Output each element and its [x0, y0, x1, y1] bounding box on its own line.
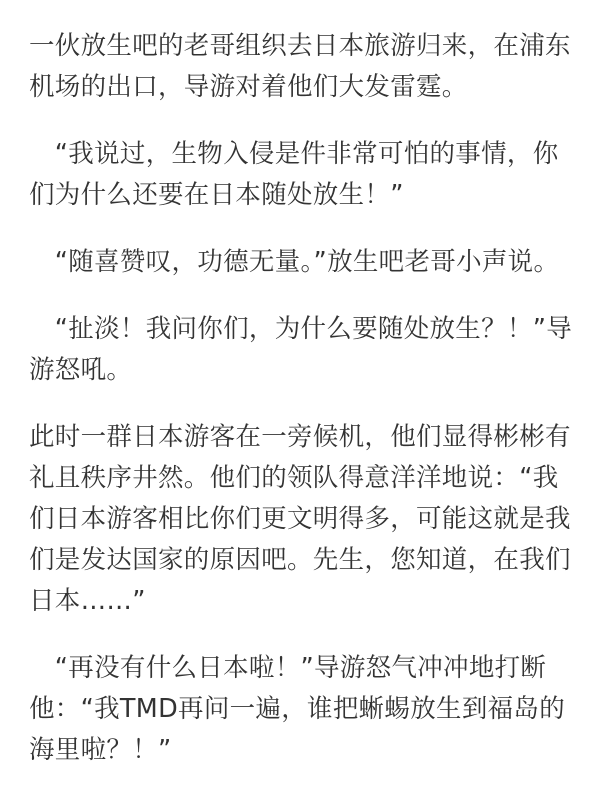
paragraph: 一伙放生吧的老哥组织去日本旅游归来，在浦东机场的出口，导游对着他们大发雷霆。: [29, 31, 571, 102]
paragraph: 此时一群日本游客在一旁候机，他们显得彬彬有礼且秩序井然。他们的领队得意洋洋地说：“我们日本游客相比你们更文明得多，可能这就是我们是发达国家的原因吧。先生，您知道，在我们日本……”: [29, 422, 571, 616]
paragraph: “我说过，生物入侵是件非常可怕的事情，你们为什么还要在日本随处放生！”: [29, 139, 559, 210]
paragraph: “扯淡！我问你们，为什么要随处放生？！”导游怒吼。: [29, 314, 573, 385]
paragraph: “随喜赞叹，功德无量。”放生吧老哥小声说。: [29, 247, 560, 277]
paragraph: “再没有什么日本啦！”导游怒气冲冲地打断他：“我TMD再问一遍，谁把蜥蜴放生到福岛的海里啦？！”: [29, 653, 566, 765]
